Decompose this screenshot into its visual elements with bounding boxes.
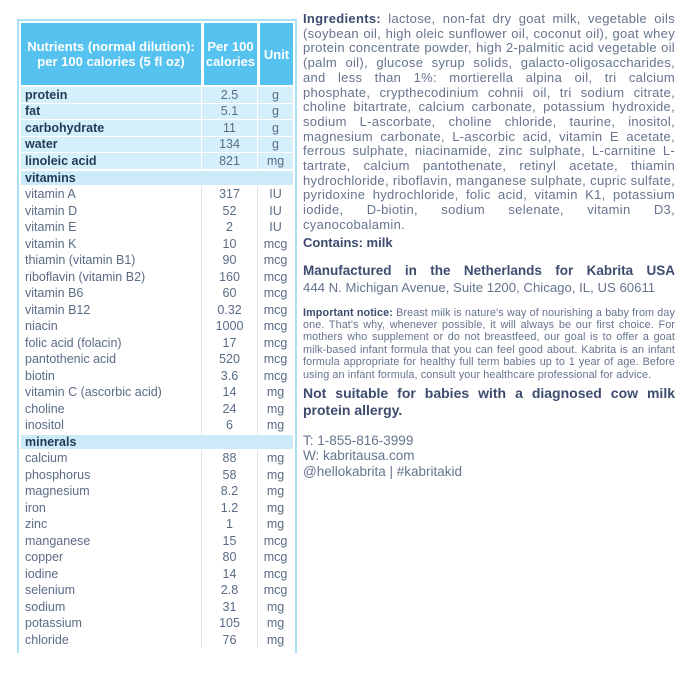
nutrient-unit-cell: mcg — [257, 236, 293, 253]
nutrient-unit-cell: g — [257, 87, 293, 103]
table-row — [21, 483, 293, 500]
nutrition-table — [17, 19, 297, 653]
nutrient-name-cell: chloride — [25, 632, 69, 647]
nutrient-name-cell: calcium — [25, 451, 68, 466]
ingredients-text: lactose, non-fat dry goat milk, vegetable oils (soybean oil, high oleic sunflower oil, coconut oil), goat whey protein concentrate powder, high 2-palmitic acid vegetable oil (palm oil), glucose syrup solids, galacto-oligosaccharides, and less than 1%: mortierella alpina oil, tri calcium phosphate, crypthecodinium cohnii oil, tri sodium citrate, choline bitartrate, calcium carbonate, potassium hydroxide, sodium L-ascorbate, choline chloride, taurine, inositol, magnesium carbonate, L-ascorbic acid, vitamin E acetate, ferrous sulphate, niacinamide, zinc sulphate, L-carnitine L-tartrate, calcium pantothenate, retinyl acetate, thiamin hydrochloride, riboflavin, manganese sulphate, cupric sulfate, pyridoxine hydrochloride, folic acid, vitamin K1, potassium iodide, D-biotin, sodium selenate, vitamin D3, cyanocobalamin. — [303, 11, 675, 232]
table-row — [21, 566, 293, 583]
nutrient-value-cell: 2.5 — [201, 87, 257, 103]
nutrient-value-cell: 14 — [201, 384, 257, 401]
ingredients-label: Ingredients: — [303, 11, 381, 26]
nutrient-value-cell: 31 — [201, 599, 257, 616]
table-row — [21, 516, 293, 533]
table-row — [21, 632, 293, 649]
nutrient-unit-cell: mcg — [257, 549, 293, 566]
nutrient-name-cell: biotin — [25, 368, 55, 383]
nutrient-value-cell: 6 — [201, 417, 257, 434]
nutrient-value-cell: 5.1 — [201, 104, 257, 120]
nutrient-unit-cell: mcg — [257, 318, 293, 335]
nutrient-value-cell: 88 — [201, 450, 257, 467]
nutrient-value-cell: 10 — [201, 236, 257, 253]
nutrient-value-cell: 80 — [201, 549, 257, 566]
nutrient-unit-cell: IU — [257, 186, 293, 203]
nutrient-value-cell: 76 — [201, 632, 257, 649]
table-row — [21, 236, 293, 253]
table-row — [21, 500, 293, 517]
contact-social: @hellokabrita | #kabritakid — [303, 463, 463, 479]
table-header-row — [21, 23, 293, 85]
nutrient-unit-cell: mcg — [257, 582, 293, 599]
nutrient-unit-cell: mg — [257, 483, 293, 500]
header-unit-cell: Unit — [257, 23, 293, 85]
section-header-row: vitamins — [21, 170, 293, 187]
nutrient-name-cell: vitamin B12 — [25, 302, 91, 317]
nutrient-unit-cell: mg — [257, 599, 293, 616]
nutrient-name-cell: protein — [25, 87, 68, 102]
nutrient-name-cell: carbohydrate — [25, 120, 105, 135]
allergy-warning: Not suitable for babies with a diagnosed cow milk protein allergy. — [303, 384, 675, 418]
table-row — [21, 533, 293, 550]
table-row — [21, 549, 293, 566]
nutrient-unit-cell: mg — [257, 401, 293, 418]
nutrient-unit-cell: mcg — [257, 351, 293, 368]
nutrient-unit-cell: mcg — [257, 368, 293, 385]
manufacturer-address: 444 N. Michigan Avenue, Suite 1200, Chicago, IL, US 60611 — [303, 279, 656, 295]
important-notice-label: Important notice: — [303, 306, 393, 319]
nutrient-name-cell: vitamin C (ascorbic acid) — [25, 385, 162, 400]
nutrient-unit-cell: mcg — [257, 252, 293, 269]
table-row — [21, 450, 293, 467]
table-row — [21, 599, 293, 616]
contact-phone: T: 1-855-816-3999 — [303, 432, 414, 448]
table-row — [21, 615, 293, 632]
contact-block — [303, 433, 675, 480]
header-per100-cell: Per 100 calories — [201, 23, 257, 85]
nutrient-name-cell: iodine — [25, 566, 59, 581]
header-nutrients-cell: Nutrients (normal dilution): per 100 calories (5 fl oz) — [21, 23, 201, 85]
ingredients-paragraph — [303, 12, 675, 233]
important-notice-text: Breast milk is nature's way of nourishing a baby from day one. That's why, whenever possible, it will always be our first choice. For mothers who supplement or do not breastfeed, our goal is to offer a goat milk-based infant formula that you can feel good about. Kabrita is an infant formula appropriate for healthy full term babies up to 1 year of age. Before using an infant formula, consult your healthcare professional for advice. — [303, 306, 676, 381]
nutrient-unit-cell: mcg — [257, 566, 293, 583]
nutrient-value-cell: 3.6 — [201, 368, 257, 385]
table-row — [21, 186, 293, 203]
nutrient-value-cell: 317 — [201, 186, 257, 203]
nutrient-unit-cell: IU — [257, 219, 293, 236]
nutrient-unit-cell: mg — [257, 450, 293, 467]
nutrient-name-cell: copper — [25, 550, 64, 565]
table-row — [21, 87, 293, 104]
nutrient-value-cell: 1000 — [201, 318, 257, 335]
nutrient-value-cell: 58 — [201, 467, 257, 484]
important-notice-paragraph — [303, 307, 675, 381]
nutrient-value-cell: 2 — [201, 219, 257, 236]
nutrient-value-cell: 1.2 — [201, 500, 257, 517]
table-row — [21, 219, 293, 236]
nutrient-name-cell: pantothenic acid — [25, 352, 117, 367]
nutrient-unit-cell: g — [257, 137, 293, 153]
nutrient-name-cell: selenium — [25, 583, 76, 598]
nutrient-value-cell: 821 — [201, 153, 257, 169]
table-row — [21, 335, 293, 352]
nutrient-value-cell: 2.8 — [201, 582, 257, 599]
nutrient-name-cell: vitamin B6 — [25, 286, 84, 301]
nutrient-name-cell: vitamin K — [25, 236, 77, 251]
nutrient-value-cell: 0.32 — [201, 302, 257, 319]
table-row — [21, 467, 293, 484]
nutrient-value-cell: 1 — [201, 516, 257, 533]
manufacturer-heading: Manufactured in the Netherlands for Kabrita USA — [303, 262, 675, 278]
table-row — [21, 269, 293, 286]
nutrient-value-cell: 90 — [201, 252, 257, 269]
table-row — [21, 120, 293, 137]
nutrient-unit-cell: mcg — [257, 302, 293, 319]
nutrient-unit-cell: mg — [257, 384, 293, 401]
nutrient-value-cell: 14 — [201, 566, 257, 583]
nutrient-name-cell: sodium — [25, 599, 66, 614]
nutrient-unit-cell: mg — [257, 632, 293, 649]
nutrient-value-cell: 160 — [201, 269, 257, 286]
nutrient-unit-cell: mcg — [257, 285, 293, 302]
nutrient-unit-cell: mcg — [257, 269, 293, 286]
nutrient-unit-cell: mg — [257, 417, 293, 434]
nutrient-name-cell: water — [25, 137, 58, 152]
contains-statement: Contains: milk — [303, 234, 393, 250]
nutrition-table-body — [21, 87, 293, 648]
nutrient-unit-cell: g — [257, 104, 293, 120]
nutrient-unit-cell: mg — [257, 153, 293, 169]
nutrient-value-cell: 105 — [201, 615, 257, 632]
table-row — [21, 368, 293, 385]
nutrient-value-cell: 11 — [201, 120, 257, 136]
nutrient-name-cell: riboflavin (vitamin B2) — [25, 269, 146, 284]
nutrient-unit-cell: mcg — [257, 533, 293, 550]
nutrient-name-cell: iron — [25, 500, 46, 515]
table-row — [21, 318, 293, 335]
nutrient-name-cell: vitamin A — [25, 187, 76, 202]
nutrient-name-cell: zinc — [25, 517, 48, 532]
nutrient-unit-cell: IU — [257, 203, 293, 220]
table-row — [21, 351, 293, 368]
nutrient-value-cell: 52 — [201, 203, 257, 220]
nutrient-name-cell: niacin — [25, 319, 58, 334]
table-row — [21, 417, 293, 434]
nutrient-name-cell: phosphorus — [25, 467, 91, 482]
nutrient-name-cell: linoleic acid — [25, 153, 97, 168]
section-header-row: minerals — [21, 434, 293, 451]
nutrient-unit-cell: g — [257, 120, 293, 136]
table-row — [21, 285, 293, 302]
nutrient-name-cell: vitamin D — [25, 203, 78, 218]
table-row — [21, 153, 293, 170]
nutrient-value-cell: 60 — [201, 285, 257, 302]
nutrient-unit-cell: mg — [257, 467, 293, 484]
nutrient-value-cell: 24 — [201, 401, 257, 418]
nutrient-name-cell: folic acid (folacin) — [25, 335, 122, 350]
contact-website: W: kabritausa.com — [303, 448, 415, 464]
nutrient-name-cell: magnesium — [25, 484, 90, 499]
table-row — [21, 384, 293, 401]
table-row — [21, 302, 293, 319]
nutrient-value-cell: 134 — [201, 137, 257, 153]
nutrient-value-cell: 15 — [201, 533, 257, 550]
nutrient-name-cell: choline — [25, 401, 65, 416]
nutrient-unit-cell: mcg — [257, 335, 293, 352]
nutrient-name-cell: potassium — [25, 616, 82, 631]
nutrient-value-cell: 8.2 — [201, 483, 257, 500]
table-row — [21, 104, 293, 121]
nutrient-value-cell: 17 — [201, 335, 257, 352]
nutrient-unit-cell: mg — [257, 615, 293, 632]
nutrient-name-cell: fat — [25, 104, 41, 119]
nutrient-name-cell: vitamin E — [25, 220, 77, 235]
nutrient-unit-cell: mg — [257, 516, 293, 533]
table-row — [21, 401, 293, 418]
table-row — [21, 252, 293, 269]
table-row — [21, 137, 293, 154]
nutrient-name-cell: thiamin (vitamin B1) — [25, 253, 136, 268]
table-row — [21, 582, 293, 599]
table-row — [21, 203, 293, 220]
nutrient-name-cell: manganese — [25, 533, 91, 548]
nutrient-value-cell: 520 — [201, 351, 257, 368]
nutrient-unit-cell: mg — [257, 500, 293, 517]
nutrient-name-cell: inositol — [25, 418, 64, 433]
label-text-column — [303, 12, 675, 479]
manufacturer-block — [303, 263, 675, 295]
